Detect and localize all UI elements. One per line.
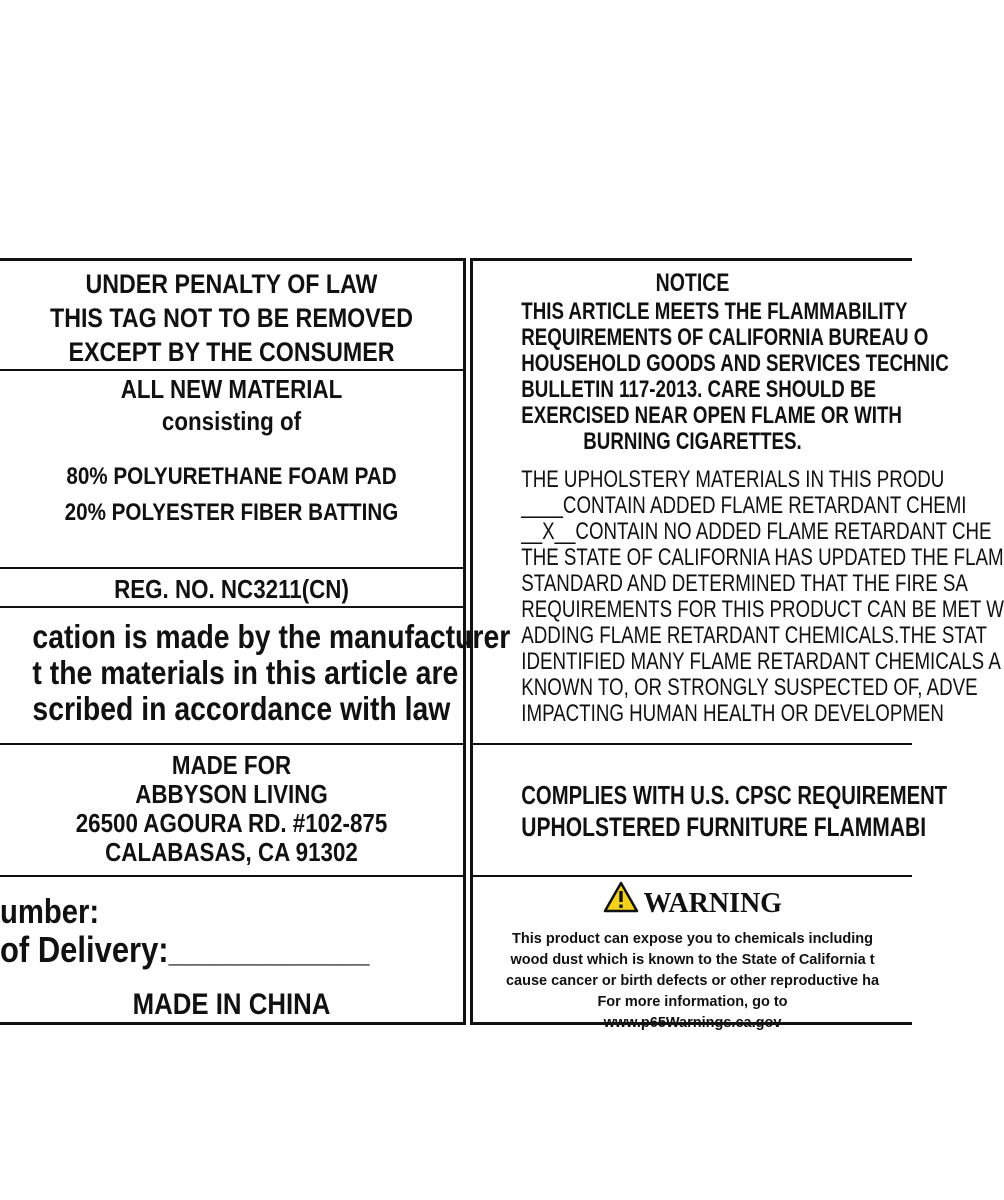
penalty-line: UNDER PENALTY OF LAW xyxy=(85,269,378,299)
upholstery-line: ADDING FLAME RETARDANT CHEMICALS.THE STAT xyxy=(521,622,987,649)
warning-line: For more information, go to xyxy=(597,994,788,1010)
warning-link[interactable]: www.p65Warnings.ca.gov xyxy=(603,1015,782,1031)
reg-no-section xyxy=(0,571,463,607)
number-label: umber: xyxy=(0,893,100,931)
certification-section xyxy=(0,618,511,741)
certification-line: scribed in accordance with law xyxy=(32,690,451,727)
divider xyxy=(473,875,912,877)
penalty-line: THIS TAG NOT TO BE REMOVED xyxy=(50,303,413,333)
warning-line: This product can expose you to chemicals including xyxy=(512,931,873,947)
divider xyxy=(0,606,463,608)
divider xyxy=(0,875,463,877)
certification-line: t the materials in this article are xyxy=(32,654,459,691)
made-for-line: 26500 AGOURA RD. #102-875 xyxy=(75,808,388,838)
left-label-panel xyxy=(0,258,511,1025)
notice-line: EXERCISED NEAR OPEN FLAME OR WITH xyxy=(521,402,902,429)
content-line: 80% POLYURETHANE FOAM PAD xyxy=(66,463,397,490)
notice-title: NOTICE xyxy=(655,269,730,297)
notice-line: THIS ARTICLE MEETS THE FLAMMABILITY xyxy=(521,298,908,325)
warning-title: WARNING xyxy=(643,888,782,919)
cpsc-line: COMPLIES WITH U.S. CPSC REQUIREMENT xyxy=(521,780,948,810)
made-for-line: CALABASAS, CA 91302 xyxy=(105,837,358,867)
cpsc-line: UPHOLSTERED FURNITURE FLAMMABI xyxy=(521,812,927,842)
upholstery-line: KNOWN TO, OR STRONGLY SUSPECTED OF, ADVE xyxy=(521,674,978,701)
upholstery-line: THE UPHOLSTERY MATERIALS IN THIS PRODU xyxy=(521,466,945,493)
warning-header xyxy=(473,881,912,927)
consisting-of-text: consisting of xyxy=(161,406,302,436)
warning-line: cause cancer or birth defects or other reproductive ha xyxy=(505,973,880,989)
upholstery-line: THE STATE OF CALIFORNIA HAS UPDATED THE FLAM xyxy=(521,544,1004,571)
delivery-label: of Delivery: xyxy=(0,929,169,970)
divider xyxy=(0,743,463,745)
material-heading: ALL NEW MATERIAL xyxy=(120,374,343,404)
notice-line: BURNING CIGARETTES. xyxy=(583,428,802,455)
upholstery-line: IDENTIFIED MANY FLAME RETARDANT CHEMICALS A xyxy=(521,648,1001,675)
notice-line: BULLETIN 117-2013. CARE SHOULD BE xyxy=(521,376,877,403)
made-for-section xyxy=(0,751,463,873)
divider xyxy=(473,743,912,745)
prop65-warning-section xyxy=(473,881,912,1031)
delivery-section xyxy=(0,879,463,1025)
right-label-panel xyxy=(470,258,1004,1031)
warning-triangle-icon xyxy=(603,881,639,927)
upholstery-section xyxy=(473,466,1004,743)
divider xyxy=(0,369,463,371)
notice-line: REQUIREMENTS OF CALIFORNIA BUREAU O xyxy=(521,324,929,351)
made-for-line: ABBYSON LIVING xyxy=(135,779,328,809)
divider xyxy=(0,567,463,569)
upholstery-line: STANDARD AND DETERMINED THAT THE FIRE SA xyxy=(521,570,968,597)
upholstery-line: __X__CONTAIN NO ADDED FLAME RETARDANT CHE xyxy=(521,518,992,545)
delivery-blank-line: ______________ xyxy=(168,936,370,969)
origin-text: MADE IN CHINA xyxy=(132,988,331,1021)
upholstery-line: REQUIREMENTS FOR THIS PRODUCT CAN BE MET W xyxy=(521,596,1004,623)
warning-line: wood dust which is known to the State of California t xyxy=(510,952,875,968)
upholstery-line: IMPACTING HUMAN HEALTH OR DEVELOPMEN xyxy=(521,700,944,727)
upholstery-line: ____CONTAIN ADDED FLAME RETARDANT CHEMI xyxy=(521,492,967,519)
content-line: 20% POLYESTER FIBER BATTING xyxy=(64,499,399,526)
notice-line: HOUSEHOLD GOODS AND SERVICES TECHNIC xyxy=(521,350,949,377)
penalty-section xyxy=(0,267,463,371)
penalty-line: EXCEPT BY THE CONSUMER xyxy=(68,337,395,367)
notice-section xyxy=(473,267,949,467)
certification-line: cation is made by the manufacturer xyxy=(32,618,511,655)
material-section xyxy=(0,373,463,569)
cpsc-section xyxy=(473,779,948,849)
made-for-line: MADE FOR xyxy=(171,750,292,780)
reg-number: REG. NO. NC3211(CN) xyxy=(114,574,349,604)
